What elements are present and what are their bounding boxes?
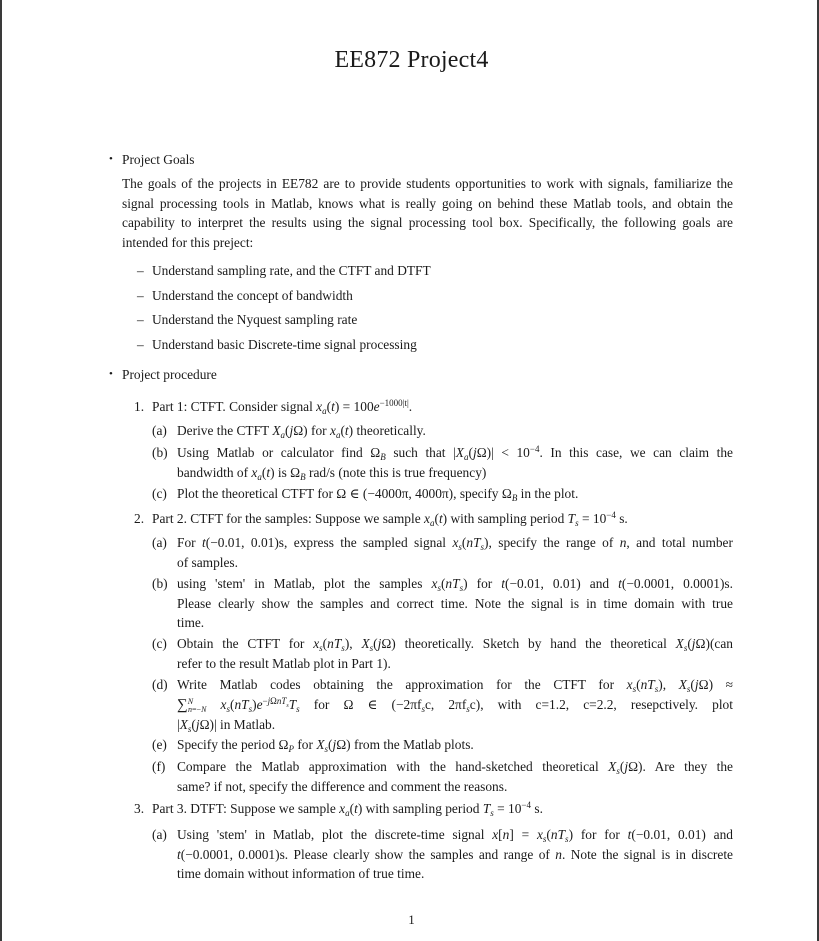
part1-a-label: (a) [152, 423, 167, 438]
part2-c-label: (c) [152, 636, 167, 651]
part2-d-label: (d) [152, 677, 168, 692]
bullet-icon: • [109, 153, 113, 165]
bullet-icon: • [109, 368, 113, 380]
dash-icon: – [137, 263, 144, 278]
part3-number: 3. [134, 801, 145, 816]
page-title: EE872 Project4 [334, 47, 489, 73]
part2-a-label: (a) [152, 535, 167, 550]
goals-paragraph: The goals of the projects in EE782 are to provide students opportunities to work with signals, familiarize the signal processing tools in Matlab, knows what is really going on behind these Matlab tools, and obtain the capability to interpret the results using the signal processing tool box. Specifically, the following goals are intended for this preject: [122, 176, 733, 250]
dash-icon: – [137, 288, 144, 303]
part1-intro: Part 1: CTFT. Consider signal $x_a(t) = 100e^{-1000|t|}$. [152, 398, 413, 416]
dash-icon: – [137, 337, 144, 352]
goal-item: Understand the concept of bandwidth [152, 288, 353, 303]
part2-f-text: Compare the Matlab approximation with the hand-sketched theoretical $X_s(j\Omega)$. Are they the same? if not, specify the difference and comment the reasons. [177, 759, 733, 794]
goal-item: Understand sampling rate, and the CTFT and DTFT [152, 263, 431, 278]
part2-e-text: Specify the period $\Omega_P$ for $X_s(j\Omega)$ from the Matlab plots. [177, 737, 474, 754]
section-heading-procedure: Project procedure [122, 367, 217, 382]
part2-a-text: For t(−0.01, 0.01)s, express the sampled signal $x_s(nT_s)$, specify the range of n, and total number of samples. [177, 535, 733, 570]
part2-b-text: using 'stem' in Matlab, plot the samples $x_s(nT_s)$ for t(−0.01, 0.01) and t(−0.0001, 0.0001)s. Please clearly show the samples and correct time. Note the signal is in time domain with true time. [177, 576, 733, 630]
part1-b-text: Using Matlab or calculator find $\Omega_B$ such that $|X_a(j\Omega)| < 10^{-4}$. In this case, we can claim the bandwidth of $x_a(t)$ is $\Omega_B$ rad/s (note this is true frequency) [177, 444, 733, 482]
page-number: 1 [408, 912, 415, 927]
part3-a-text: Using 'stem' in Matlab, plot the discrete-time signal $x[n] = x_s(nT_s)$ for for t(−0.01, 0.01) and t(−0.0001, 0.0001)s. Please clearly show the samples and range of n. Note the signal is in discrete time domain without information of true time. [177, 827, 733, 881]
section-heading-goals: Project Goals [122, 152, 195, 167]
goal-item: Understand the Nyquest sampling rate [152, 312, 358, 327]
part1-b-label: (b) [152, 445, 168, 460]
dash-icon: – [137, 312, 144, 327]
part2-number: 2. [134, 511, 145, 526]
part2-c-text: Obtain the CTFT for $x_s(nT_s)$, $X_s(j\Omega)$ theoretically. Sketch by hand the theoretical $X_s(j\Omega)(can$ refer to the result Matlab plot in Part 1). [177, 636, 733, 671]
part1-c-label: (c) [152, 486, 167, 501]
part2-e-label: (e) [152, 737, 167, 752]
part2-intro: Part 2. CTFT for the samples: Suppose we sample $x_a(t)$ with sampling period $T_s = 10^{-4}$ s. [152, 510, 628, 528]
part2-f-label: (f) [152, 759, 166, 774]
part1-c-text: Plot the theoretical CTFT for Ω ∈ (−4000π, 4000π), specify $\Omega_B$ in the plot. [177, 486, 579, 503]
part3-intro: Part 3. DTFT: Suppose we sample $x_a(t)$ with sampling period $T_s = 10^{-4}$ s. [152, 800, 543, 818]
goal-item: Understand basic Discrete-time signal processing [152, 337, 417, 352]
part1-a-text: Derive the CTFT $X_a(j\Omega)$ for $x_a(t)$ theoretically. [177, 423, 426, 440]
part3-a-label: (a) [152, 827, 167, 842]
part2-b-label: (b) [152, 576, 168, 591]
part2-d-text: Write Matlab codes obtaining the approximation for the CTFT for $x_s(nT_s)$, $X_s(j\Omega)$ ≈ ∑$^N_{n=-N}$ $x_s(nT_s)e^{-j\Omega nT_s}T_s$ for Ω ∈ ($-2\pi f_sc$, $2\pi f_sc$), with c=1.2, c=2.2, resepctively. plot $|X_s(j\Omega)|$ in Matlab. [177, 677, 734, 734]
part1-number: 1. [134, 399, 145, 414]
